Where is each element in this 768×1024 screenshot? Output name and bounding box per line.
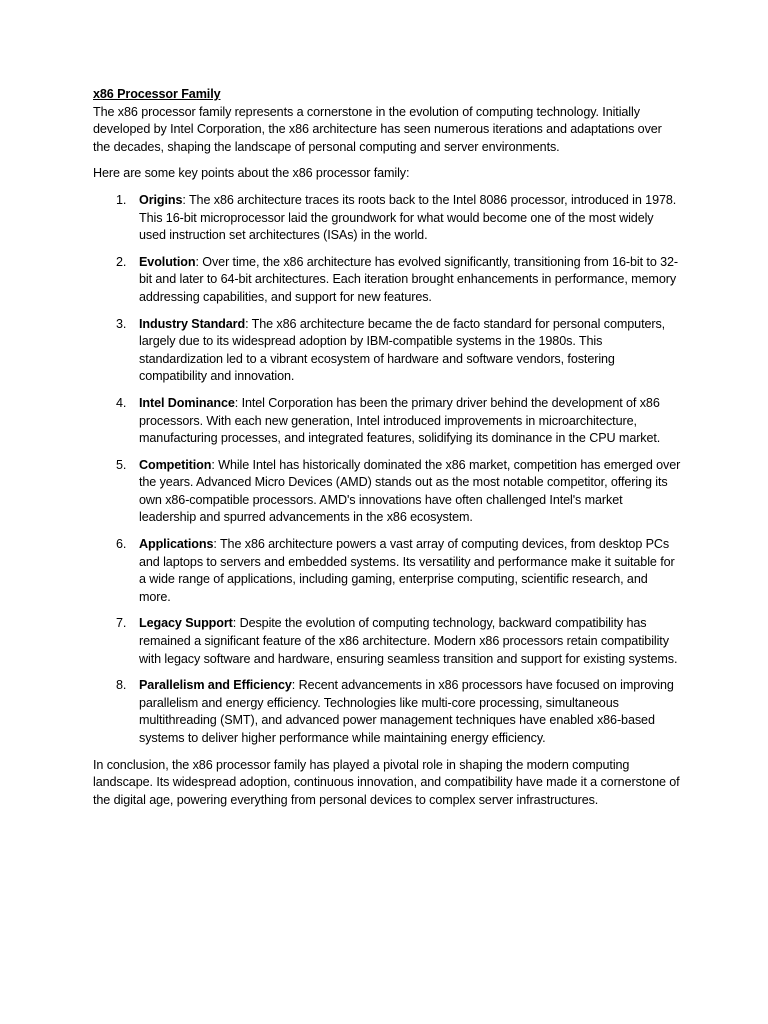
list-item-text: : Recent advancements in x86 processors have focused on improving parallelism and energy efficiency. Technologies like multi-core processing, simultaneous multithreading (SMT), and advanced power management techniques have enabled x86-based systems to deliver higher performance while maintaining energy efficiency.: [139, 678, 674, 745]
lead-paragraph: Here are some key points about the x86 processor family:: [93, 166, 410, 181]
list-item-number: 4.: [116, 395, 127, 410]
list-item: [93, 615, 681, 668]
list-item: [93, 457, 681, 527]
list-item: [93, 395, 681, 448]
list-item-text: : The x86 architecture became the de facto standard for personal computers, largely due to its widespread adoption by IBM-compatible systems in the 1980s. This standardization led to a vibrant ecosystem of hardware and software vendors, fostering compatibility and innovation.: [139, 316, 666, 384]
list-item-term: Parallelism and Efficiency: [139, 678, 292, 693]
conclusion-paragraph: In conclusion, the x86 processor family has played a pivotal role in shaping the modern computing landscape. Its widespread adoption, continuous innovation, and compatibility have made it a cornerstone of the digital age, powering everything from personal devices to complex server infrastructures.: [93, 757, 680, 807]
key-points-list: [93, 192, 681, 748]
document-page: [93, 86, 681, 809]
list-item-term: Legacy Support: [139, 616, 233, 631]
list-item-number: 5.: [116, 457, 127, 472]
list-item-term: Origins: [139, 192, 183, 207]
list-item-term: Competition: [139, 457, 212, 472]
list-item: [93, 677, 681, 747]
list-item-term: Industry Standard: [139, 316, 246, 331]
intro-paragraph: The x86 processor family represents a cornerstone in the evolution of computing technology. Initially developed by Intel Corporation, the x86 architecture has seen numerous iterations and adaptations over the decades, shaping the landscape of personal computing and server environments.: [93, 104, 662, 154]
list-item-number: 6.: [116, 537, 127, 552]
list-item-term: Intel Dominance: [139, 395, 235, 410]
list-item-text: : Intel Corporation has been the primary driver behind the development of x86 processors. With each new generation, Intel introduced improvements in microarchitecture, manufacturing processes, and integrated features, solidifying its dominance in the CPU market.: [139, 395, 661, 446]
list-item: [93, 254, 681, 307]
list-item-number: 1.: [116, 192, 127, 207]
list-item-term: Applications: [139, 537, 214, 552]
list-item-text: : While Intel has historically dominated the x86 market, competition has emerged over the years. Advanced Micro Devices (AMD) stands out as the most notable competitor, offering its own x86-compatible processors. AMD's innovations have often challenged Intel's market leadership and spurred advancements in the x86 ecosystem.: [139, 457, 681, 525]
list-item: [93, 316, 681, 386]
list-item: [93, 536, 681, 606]
list-item-text: : The x86 architecture traces its roots back to the Intel 8086 processor, introduced in 1978. This 16-bit microprocessor laid the groundwork for what would become one of the most widely used instruction set architectures (ISAs) in the world.: [139, 192, 677, 243]
list-item-text: : Over time, the x86 architecture has evolved significantly, transitioning from 16-bit to 32-bit and later to 64-bit architectures. Each iteration brought enhancements in performance, memory addressing capabilities, and support for new features.: [139, 254, 679, 304]
list-item-number: 2.: [116, 254, 127, 269]
list-item-number: 3.: [116, 316, 127, 331]
list-item-number: 8.: [116, 678, 127, 693]
list-item-number: 7.: [116, 616, 127, 631]
list-item-term: Evolution: [139, 254, 196, 269]
list-item-text: : Despite the evolution of computing technology, backward compatibility has remained a significant feature of the x86 architecture. Modern x86 processors retain compatibility with legacy software and hardware, ensuring seamless transition and support for existing systems.: [139, 616, 678, 666]
document-title: x86 Processor Family: [93, 87, 221, 101]
list-item-text: : The x86 architecture powers a vast array of computing devices, from desktop PCs and laptops to servers and embedded systems. Its versatility and performance make it suitable for a wide range of applications, including gaming, enterprise computing, scientific research, and more.: [139, 537, 675, 604]
list-item: [93, 192, 681, 245]
